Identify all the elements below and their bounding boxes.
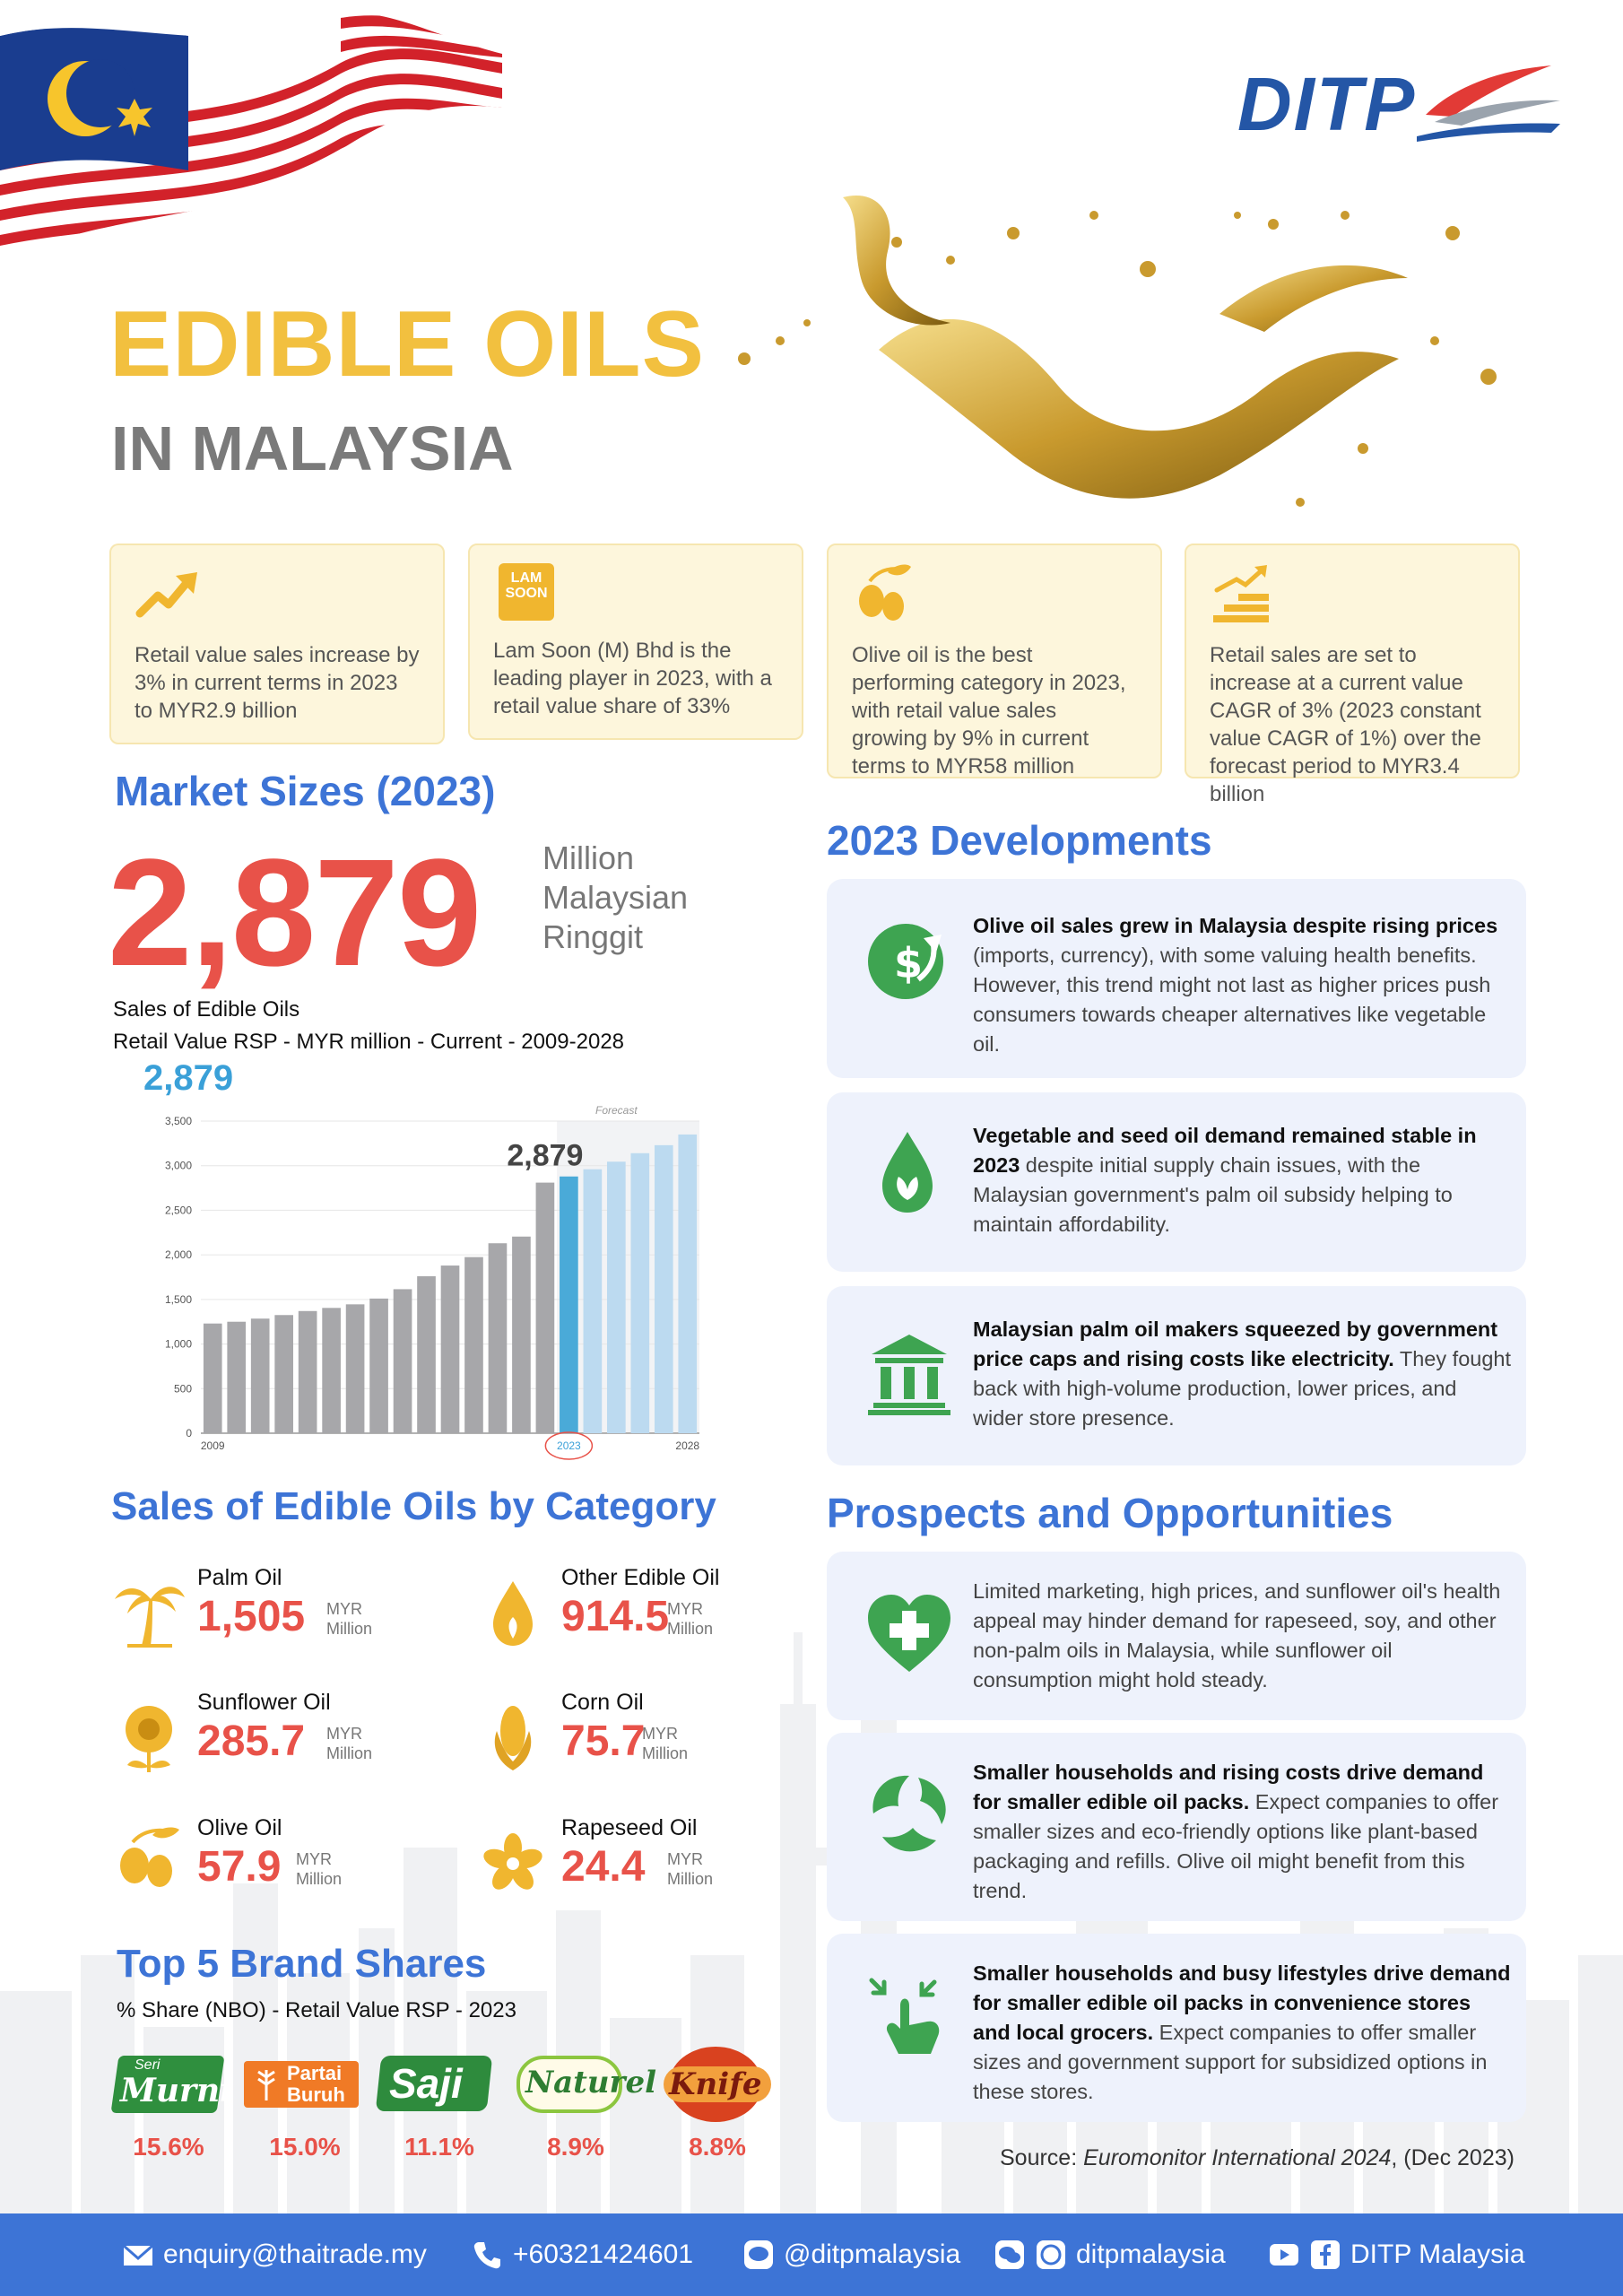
brand-logo-knife: Knife [660, 2047, 775, 2122]
brands-heading: Top 5 Brand Shares [117, 1942, 487, 1986]
source-note: Source: Euromonitor International 2024, (Dec 2023) [1000, 2145, 1515, 2170]
footer-line-text: @ditpmalaysia [784, 2239, 961, 2269]
y-tick-label: 1,500 [164, 1292, 192, 1306]
page-subtitle: IN MALAYSIA [111, 413, 514, 483]
category-item [475, 1565, 816, 1664]
prospects-heading: Prospects and Opportunities [827, 1490, 1393, 1536]
bar [607, 1161, 626, 1433]
pinch-hand-icon [864, 1970, 954, 2059]
forecast-label: Forecast [595, 1104, 638, 1117]
key-fact-card [827, 544, 1162, 778]
category-item [111, 1690, 452, 1788]
y-tick-label: 2,500 [164, 1204, 192, 1217]
footer-email[interactable] [122, 2233, 427, 2276]
page-title: EDIBLE OILS [109, 292, 705, 396]
rapeseed-flower-icon [475, 1824, 551, 1900]
y-tick-label: 1,000 [164, 1337, 192, 1351]
y-tick-label: 500 [173, 1382, 192, 1396]
chart-title-block [113, 994, 624, 1058]
dollar-growth-icon [864, 915, 954, 1004]
wheat-icon [251, 2066, 282, 2102]
categories-heading: Sales of Edible Oils by Category [111, 1484, 716, 1528]
footer-email-text: enquiry@thaitrade.my [163, 2239, 427, 2269]
key-fact-text: Olive oil is the best performing category in 2023, with retail value sales growing by 9% in current terms to MYR58 million [852, 643, 1126, 778]
bar [204, 1324, 222, 1433]
brand-logo-seri-murni: Seri Murni [111, 2047, 226, 2122]
lam-soon-logo-text: LAM SOON [505, 570, 548, 601]
key-fact-text: Retail value sales increase by 3% in current terms in 2023 to MYR2.9 billion [135, 643, 420, 723]
olive-icon [852, 563, 918, 626]
footer-phone-text: +60321424601 [513, 2239, 694, 2269]
y-tick-label: 3,500 [164, 1115, 192, 1127]
oil-drop-icon [475, 1574, 551, 1649]
category-value: 57.9 [197, 1843, 282, 1891]
lam-soon-logo-icon [493, 563, 560, 626]
x-tick-label: 2023 [557, 1439, 581, 1452]
heart-plus-icon [864, 1591, 954, 1681]
ditp-logo [1237, 54, 1560, 144]
category-name: Rapeseed Oil [561, 1815, 698, 1840]
government-building-icon [864, 1329, 954, 1419]
category-value: 285.7 [197, 1718, 306, 1765]
bar [322, 1308, 341, 1433]
key-fact-card [109, 544, 445, 744]
brand-share: 15.6% [133, 2133, 204, 2161]
bar [274, 1315, 293, 1433]
bar [678, 1135, 697, 1433]
category-value: 914.5 [561, 1593, 670, 1640]
key-fact-text: Lam Soon (M) Bhd is the leading player in 2023, with a retail value share of 33% [493, 639, 772, 718]
development-card [827, 879, 1526, 1078]
category-item [475, 1815, 816, 1914]
market-size-unit [542, 839, 722, 957]
trend-up-arrow-icon [135, 563, 201, 626]
prospect-card [827, 1552, 1526, 1720]
key-fact-card [1185, 544, 1520, 806]
bar [299, 1311, 317, 1433]
brand-share: 8.8% [689, 2133, 746, 2161]
bar [227, 1322, 246, 1433]
market-size-value: 2,879 [108, 828, 481, 998]
x-tick-label: 2009 [200, 1439, 225, 1452]
development-text: Vegetable and seed oil demand remained stable in 2023 despite initial supply chain issues, with the Malaysian government's palm oil subsidy helping to maintain affordability. [973, 1124, 1477, 1236]
svg-text:$: $ [894, 939, 924, 987]
category-value: 75.7 [561, 1718, 646, 1765]
category-value: 24.4 [561, 1843, 646, 1891]
category-value: 1,505 [197, 1593, 306, 1640]
bar [560, 1177, 578, 1433]
malaysia-flag-image [0, 0, 538, 269]
bar [441, 1265, 460, 1433]
developments-heading: 2023 Developments [827, 817, 1212, 864]
youtube-icon [1268, 2239, 1300, 2271]
footer-line[interactable] [742, 2233, 960, 2276]
category-name: Olive Oil [197, 1815, 282, 1840]
development-text: Malaysian palm oil makers squeezed by government price caps and rising costs like electricity. They fought back with high-volume production, lower prices, and wider store presence. [973, 1318, 1511, 1430]
chart-title: Sales of Edible Oils [113, 997, 300, 1022]
development-text: Olive oil sales grew in Malaysia despite rising prices (imports, currency), with some valuing health benefits. However, this trend might not last as higher prices push consumers towards cheaper alternatives like vegetable oil. [973, 914, 1498, 1056]
ditp-logo-swoosh-icon [1417, 61, 1560, 142]
unit-line: Million [542, 839, 635, 876]
whatsapp-icon [1035, 2239, 1067, 2271]
development-card [827, 1286, 1526, 1465]
bar [584, 1170, 603, 1433]
unit-line: Malaysian [542, 879, 689, 916]
brand-logo-partai-buruh: Partai Buruh [244, 2047, 359, 2122]
facebook-icon [1309, 2239, 1341, 2271]
bar [489, 1243, 508, 1433]
category-unit: MYR Million [326, 1600, 373, 1638]
bar [394, 1289, 412, 1433]
bar [251, 1318, 270, 1433]
category-unit: MYR Million [642, 1725, 689, 1762]
y-tick-label: 3,000 [164, 1159, 192, 1172]
ditp-logo-text: DITP [1237, 62, 1417, 146]
category-item [111, 1565, 452, 1664]
olive-icon [111, 1824, 187, 1900]
footer-phone[interactable] [472, 2233, 693, 2276]
recycle-leaves-icon [864, 1769, 954, 1858]
prospect-card [827, 1934, 1526, 2122]
palm-tree-icon [111, 1574, 187, 1649]
highlight-value-label: 2,879 [507, 1138, 584, 1173]
footer-social[interactable] [1268, 2233, 1525, 2276]
category-name: Other Edible Oil [561, 1565, 720, 1590]
oil-splash-image [717, 179, 1524, 520]
category-name: Corn Oil [561, 1690, 644, 1715]
brand-share: 11.1% [404, 2133, 474, 2161]
phone-icon [472, 2239, 504, 2271]
brand-logo-naturel: Naturel [513, 2047, 628, 2122]
brand-logo-saji: Saji [377, 2047, 491, 2122]
category-item [111, 1815, 452, 1914]
bar [417, 1276, 436, 1433]
bar [346, 1304, 365, 1433]
prospect-text: Smaller households and busy lifestyles drive demand for smaller edible oil packs in convenience stores and local grocers. Expect companies to offer smaller sizes and government support for subsidized options in these stores. [973, 1961, 1511, 2103]
chart-subtitle: Retail Value RSP - MYR million - Current - 2009-2028 [113, 1030, 625, 1054]
bar [464, 1257, 483, 1433]
category-unit: MYR Million [667, 1600, 714, 1638]
unit-line: Ringgit [542, 918, 644, 955]
y-tick-label: 0 [186, 1427, 192, 1439]
x-tick-label: 2028 [675, 1439, 700, 1452]
chart-callout-value: 2,879 [143, 1058, 234, 1098]
key-fact-text: Retail sales are set to increase at a current value CAGR of 3% (2023 constant value CAGR of 1%) over the forecast period to MYR3.4 billion [1210, 643, 1481, 806]
category-item [475, 1690, 816, 1788]
corn-icon [475, 1699, 551, 1774]
footer-wechat[interactable] [994, 2233, 1226, 2276]
category-unit: MYR Million [667, 1850, 714, 1888]
growth-bars-icon [1210, 563, 1276, 626]
bar [512, 1237, 531, 1433]
key-fact-card [468, 544, 803, 740]
prospect-card [827, 1733, 1526, 1921]
market-sizes-heading: Market Sizes (2023) [115, 768, 496, 814]
y-tick-label: 2,000 [164, 1248, 192, 1262]
brands-subheading: % Share (NBO) - Retail Value RSP - 2023 [117, 1998, 516, 2022]
development-card [827, 1092, 1526, 1272]
bar [655, 1145, 673, 1433]
bar [536, 1183, 555, 1433]
mail-icon [122, 2239, 154, 2271]
category-unit: MYR Million [326, 1725, 373, 1762]
category-name: Sunflower Oil [197, 1690, 331, 1715]
prospect-text: Limited marketing, high prices, and sunflower oil's health appeal may hinder demand for rapeseed, soy, and other non-palm oils in Malaysia, while sunflower oil consumption might hold steady. [973, 1579, 1501, 1692]
sales-bar-chart [126, 1094, 717, 1462]
category-unit: MYR Million [296, 1850, 343, 1888]
line-chat-icon [742, 2239, 775, 2271]
prospect-text: Smaller households and rising costs drive demand for smaller edible oil packs. Expect companies to offer smaller sizes and eco-friendly options like plant-based packaging and refills. Olive oil might benefit from this trend. [973, 1761, 1499, 1902]
footer-social-text: DITP Malaysia [1350, 2239, 1525, 2269]
brand-share: 8.9% [547, 2133, 604, 2161]
footer-bar [0, 2213, 1623, 2296]
footer-wechat-text: ditpmalaysia [1076, 2239, 1226, 2269]
wechat-icon [994, 2239, 1026, 2271]
leaf-drop-icon [864, 1128, 954, 1218]
sunflower-icon [111, 1699, 187, 1774]
category-name: Palm Oil [197, 1565, 282, 1590]
brand-share: 15.0% [269, 2133, 341, 2161]
bar [630, 1153, 649, 1433]
bar [369, 1299, 388, 1433]
